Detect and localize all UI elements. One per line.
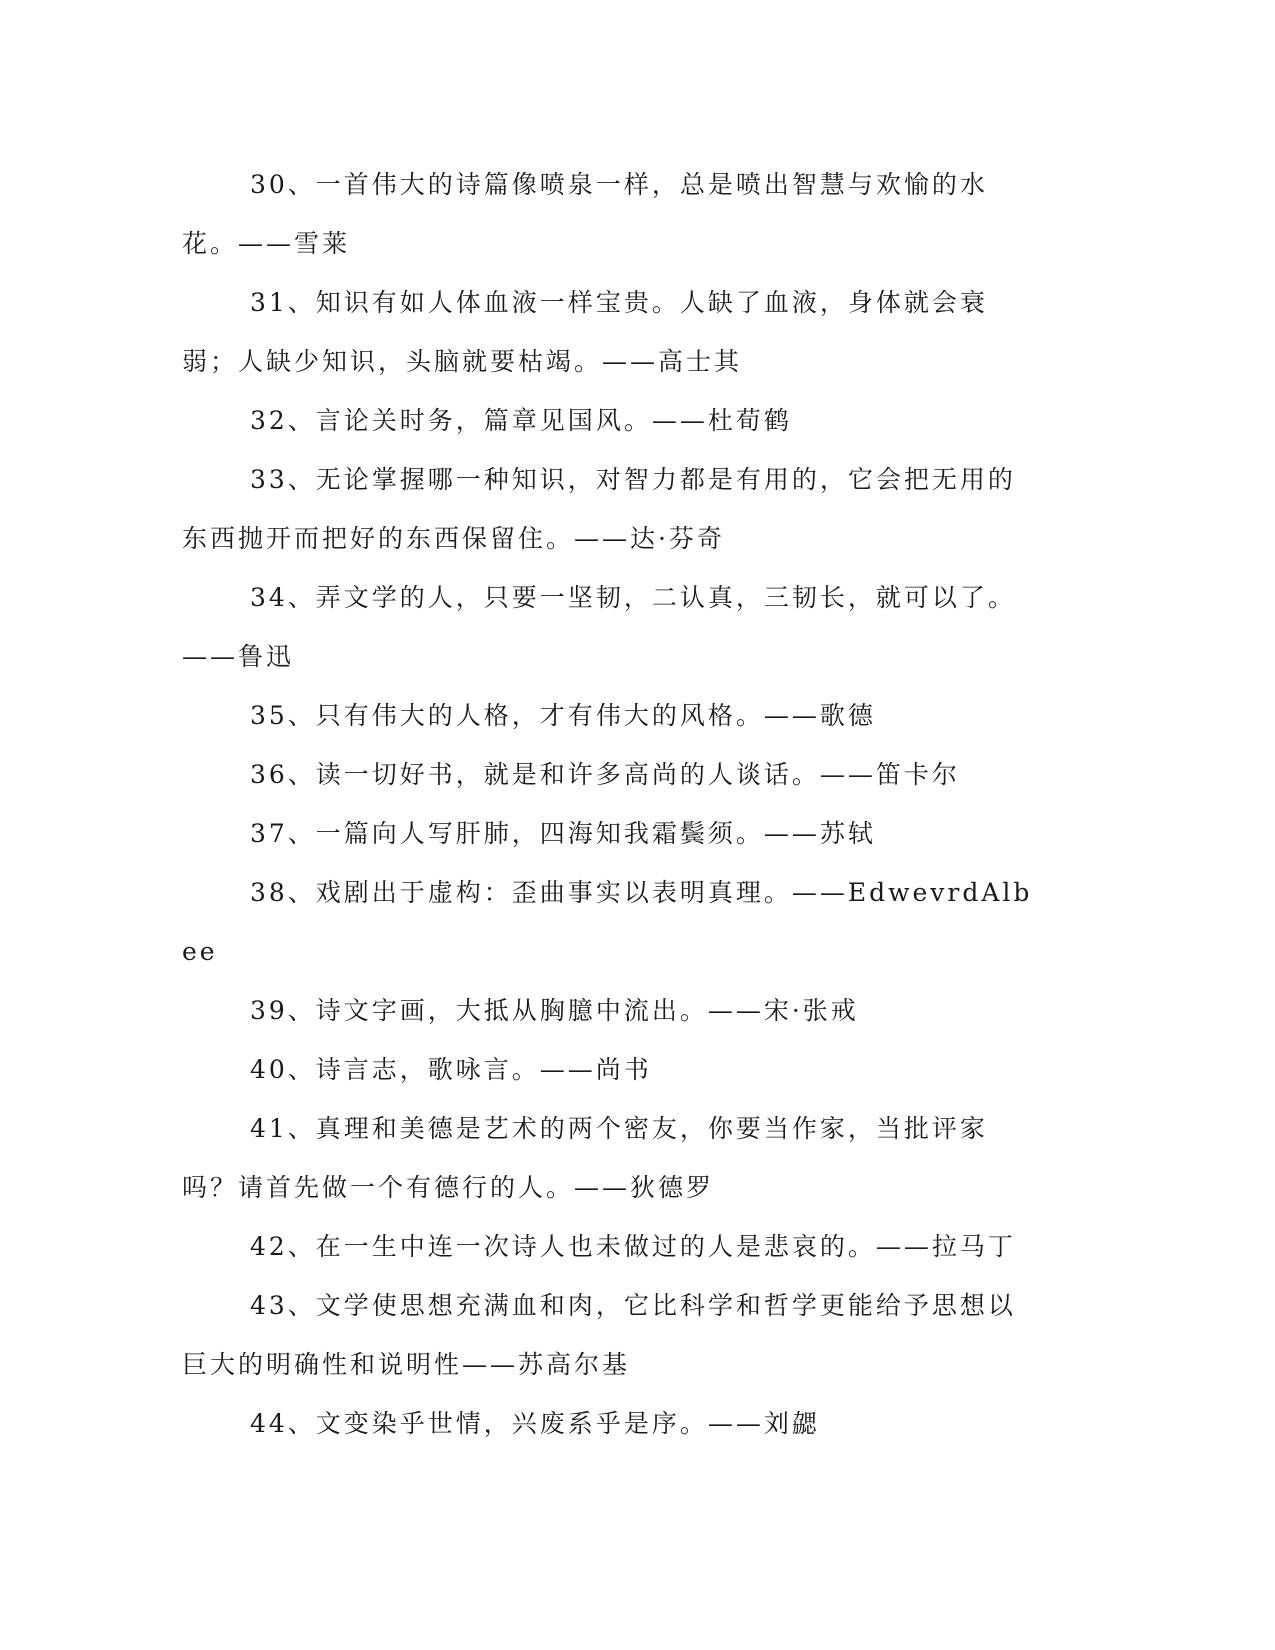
quote-36: 36、读一切好书，就是和许多高尚的人谈话。——笛卡尔 (250, 760, 960, 789)
quote-32: 32、言论关时务，篇章见国风。——杜荀鹤 (250, 406, 792, 435)
quote-list (182, 155, 1042, 1453)
quote-35: 35、只有伟大的人格，才有伟大的风格。——歌德 (250, 701, 876, 730)
quote-38: 38、戏剧出于虚构：歪曲事实以表明真理。——EdwevrdAlbee (182, 878, 1033, 966)
quote-41: 41、真理和美德是艺术的两个密友，你要当作家，当批评家吗？请首先做一个有德行的人。——狄德罗 (182, 1114, 988, 1202)
quote-40: 40、诗言志，歌咏言。——尚书 (250, 1055, 652, 1084)
quote-42: 42、在一生中连一次诗人也未做过的人是悲哀的。——拉马丁 (250, 1232, 1016, 1261)
quote-30: 30、一首伟大的诗篇像喷泉一样，总是喷出智慧与欢愉的水花。——雪莱 (182, 170, 988, 258)
quote-37: 37、一篇向人写肝肺，四海知我霜鬓须。——苏轼 (250, 819, 876, 848)
quote-44: 44、文变染乎世情，兴废系乎是序。——刘勰 (250, 1409, 820, 1438)
quote-34: 34、弄文学的人，只要一坚韧，二认真，三韧长，就可以了。——鲁迅 (182, 583, 1016, 671)
quote-39: 39、诗文字画，大抵从胸臆中流出。——宋·张戒 (250, 996, 859, 1025)
quote-43: 43、文学使思想充满血和肉，它比科学和哲学更能给予思想以巨大的明确性和说明性——苏高尔基 (182, 1291, 1016, 1379)
quote-33: 33、无论掌握哪一种知识，对智力都是有用的，它会把无用的东西抛开而把好的东西保留住。——达·芬奇 (182, 465, 1016, 553)
quote-31: 31、知识有如人体血液一样宝贵。人缺了血液，身体就会衰弱；人缺少知识，头脑就要枯竭。——高士其 (182, 288, 988, 376)
